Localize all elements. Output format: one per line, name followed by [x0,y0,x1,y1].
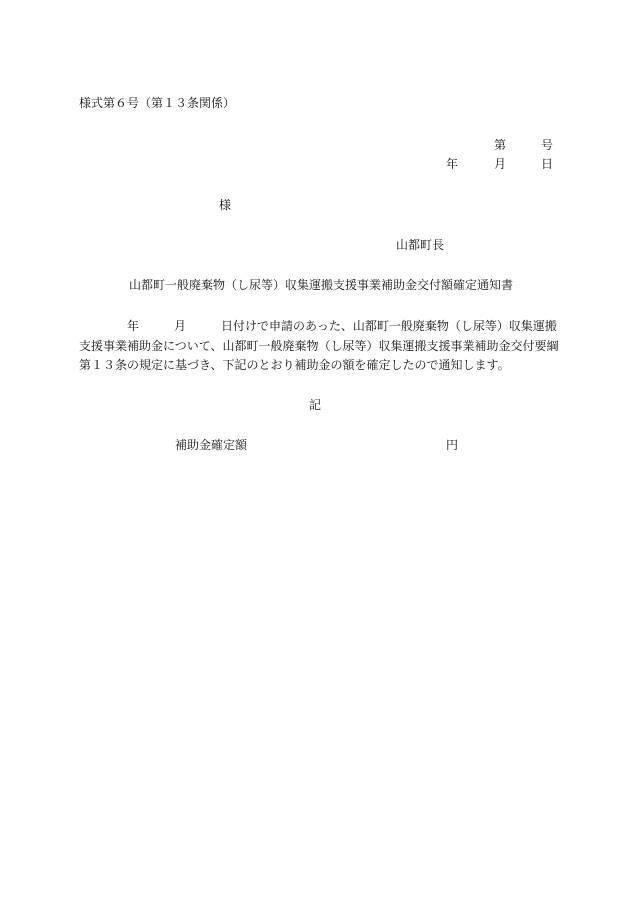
body-line-3: 第１３条の規定に基づき、下記のとおり補助金の額を確定したので通知します。 [79,358,510,372]
form-number: 様式第６号（第１３条関係） [79,96,236,110]
amount-unit: 円 [446,438,459,452]
amount-label: 補助金確定額 [175,438,248,452]
date-year: 年 [446,157,459,171]
body-line-1-text: 日付けで申請のあった、山都町一般廃棄物（し尿等）収集運搬 [221,319,557,333]
addressee-suffix: 様 [219,198,232,212]
ki-heading: 記 [309,398,322,412]
date-day: 日 [541,157,554,171]
document-number-prefix: 第 [494,138,507,152]
body-date-year: 年 [127,319,140,333]
document-title: 山都町一般廃棄物（し尿等）収集運搬支援事業補助金交付額確定通知書 [129,278,514,292]
document-number-suffix: 号 [541,138,554,152]
date-month: 月 [494,157,507,171]
body-line-1 [0,319,630,333]
body-line-2: 支援事業補助金について、山都町一般廃棄物（し尿等）収集運搬支援事業補助金交付要綱 [79,339,559,353]
sender: 山都町長 [396,238,445,252]
body-date-month: 月 [174,319,187,333]
